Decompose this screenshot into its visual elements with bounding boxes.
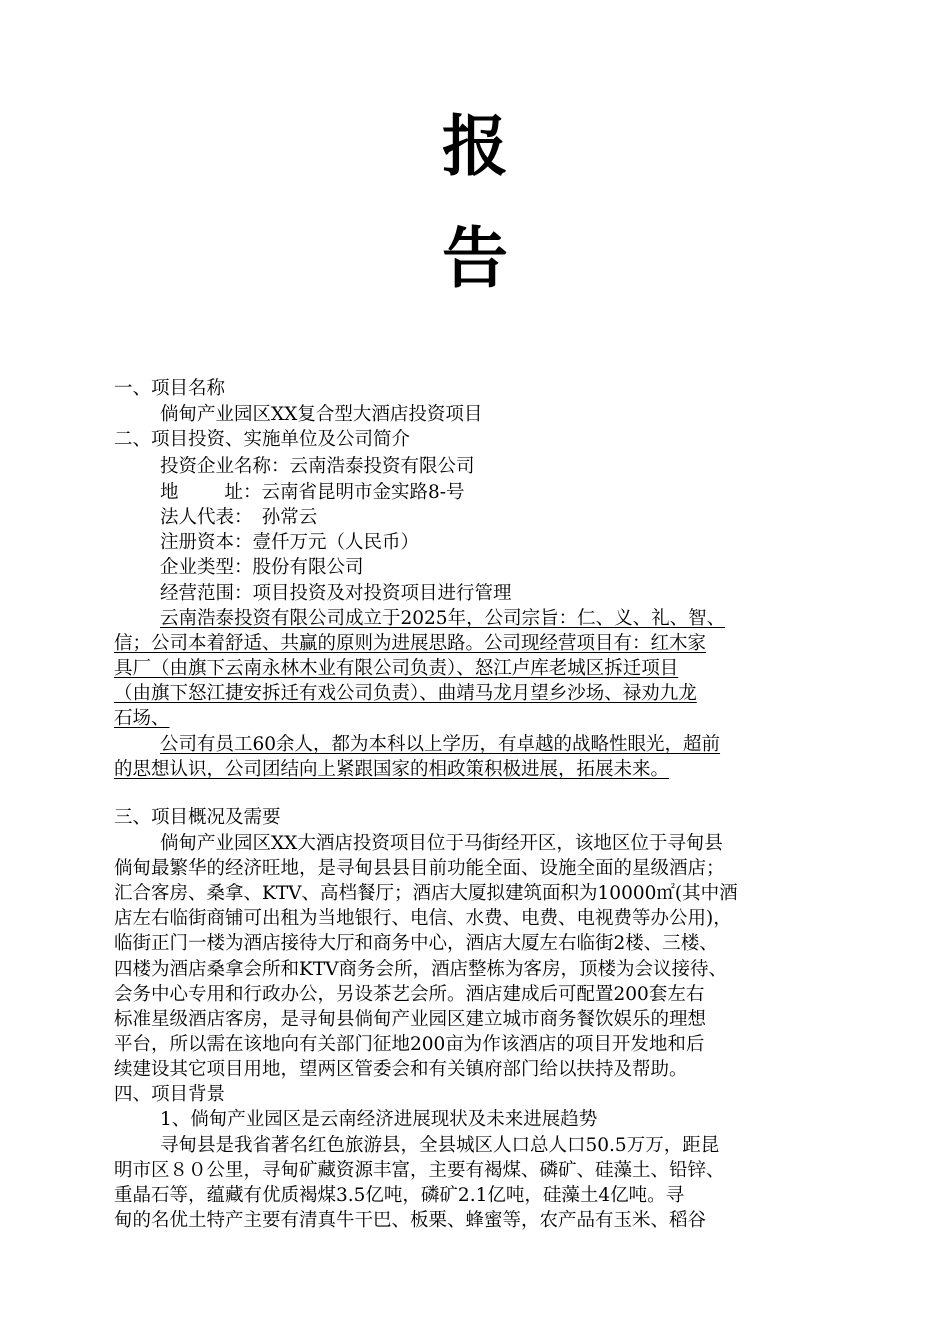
background-line: 重晶石等，蕴藏有优质褐煤3.5亿吨，磷矿2.1亿吨，硅藻土4亿吨。寻 bbox=[114, 1185, 685, 1206]
background-line: 甸的名优土特产主要有清真牛干巴、板栗、蜂蜜等，农产品有玉米、稻谷 bbox=[114, 1210, 707, 1231]
background-subheading: 1、倘甸产业园区是云南经济进展现状及未来进展趋势 bbox=[160, 1109, 598, 1130]
staff-line: 公司有员工60余人，都为本科以上学历，有卓越的战略性眼光，超前 bbox=[160, 734, 721, 755]
intro-line: 石场、 bbox=[114, 708, 170, 729]
background-line: 寻甸县是我省著名红色旅游县，全县城区人口总人口50.5万万，距昆 bbox=[160, 1135, 720, 1156]
intro-line: 具厂（由旗下云南永林木业有限公司负责）、怒江卢库老城区拆迁项目 bbox=[114, 658, 679, 679]
overview-line: 续建设其它项目用地，望两区管委会和有关镇府部门给以扶持及帮助。 bbox=[114, 1059, 688, 1080]
legal-representative: 法人代表： 孙常云 bbox=[160, 507, 318, 528]
overview-line: 临街正门一楼为酒店接待大厅和商务中心，酒店大厦左右临街2楼、三楼、 bbox=[114, 933, 718, 954]
business-scope: 经营范围：项目投资及对投资项目进行管理 bbox=[160, 583, 512, 604]
overview-line: 倘甸最繁华的经济旺地，是寻甸县县目前功能全面、设施全面的星级酒店； bbox=[114, 858, 725, 879]
overview-line: 汇合客房、桑拿、KTV、高档餐厅；酒店大厦拟建筑面积为10000㎡(其中酒 bbox=[114, 883, 738, 904]
company-name: 投资企业名称：云南浩泰投资有限公司 bbox=[160, 456, 475, 477]
intro-line: 信；公司本着舒适、共赢的原则为进展思路。公司现经营项目有：红木家 bbox=[114, 633, 707, 654]
address-value: 云南省昆明市金实路8-号 bbox=[261, 482, 465, 503]
overview-line: 平台，所以需在该地向有关部门征地200亩为作该酒店的项目开发地和后 bbox=[114, 1034, 705, 1055]
section-2-heading: 二、项目投资、实施单位及公司简介 bbox=[114, 429, 411, 450]
intro-line: 云南浩泰投资有限公司成立于2025年，公司宗旨：仁、义、礼、智、 bbox=[160, 608, 726, 629]
overview-line: 四楼为酒店桑拿会所和KTV商务会所，酒店整栋为客房，顶楼为会议接待、 bbox=[114, 959, 728, 980]
background-line: 明市区８０公里，寻甸矿藏资源丰富，主要有褐煤、磷矿、硅藻土、铅锌、 bbox=[114, 1160, 725, 1181]
company-address bbox=[160, 481, 465, 505]
project-name: 倘甸产业园区XX复合型大酒店投资项目 bbox=[160, 404, 483, 425]
overview-line: 店左右临街商铺可出租为当地银行、电信、水费、电费、电视费等办公用)， bbox=[114, 908, 732, 929]
overview-line: 倘甸产业园区XX大酒店投资项目位于马街经开区，该地区位于寻甸县 bbox=[160, 833, 723, 854]
section-1-heading: 一、项目名称 bbox=[114, 378, 226, 399]
title-char-1: 报 bbox=[442, 107, 508, 185]
registered-capital: 注册资本：壹仟万元（人民币） bbox=[160, 532, 420, 553]
company-type: 企业类型：股份有限公司 bbox=[160, 557, 364, 578]
overview-line: 标准星级酒店客房，是寻甸县倘甸产业园区建立城市商务餐饮娱乐的理想 bbox=[114, 1009, 707, 1030]
title-char-2: 告 bbox=[442, 219, 508, 297]
section-3-heading: 三、项目概况及需要 bbox=[114, 807, 281, 828]
address-label-1: 地 bbox=[160, 482, 179, 503]
section-4-heading: 四、项目背景 bbox=[114, 1084, 226, 1105]
address-label-2: 址： bbox=[224, 482, 262, 503]
overview-line: 会务中心专用和行政办公，另设茶艺会所。酒店建成后可配置200套左右 bbox=[114, 984, 705, 1005]
intro-line: （由旗下怒江捷安拆迁有戏公司负责）、曲靖马龙月望乡沙场、禄劝九龙 bbox=[114, 683, 697, 704]
staff-line: 的思想认识，公司团结向上紧跟国家的相政策积极进展，拓展未来。 bbox=[114, 759, 670, 780]
